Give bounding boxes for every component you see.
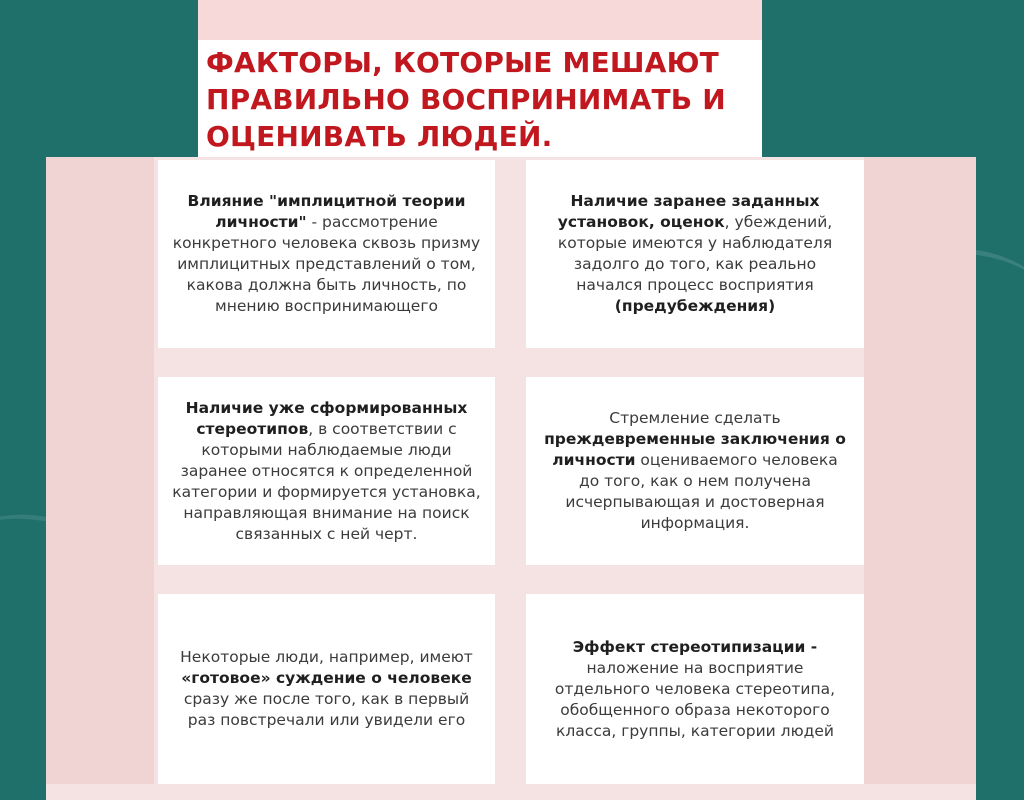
factor-card-premature-conclusions [526, 377, 864, 565]
factor-emphasis: Эффект стереотипизации - [572, 637, 818, 656]
title-card [198, 0, 762, 160]
factor-card-preset-attitudes [526, 160, 864, 348]
factor-text [540, 191, 850, 317]
factor-card-ready-judgment [158, 594, 495, 784]
factor-body: оцениваемого человека до того, как о нем получена исчерпывающая и достоверная информация. [565, 451, 838, 532]
factor-emphasis: преждевременные заключения о личности [544, 430, 846, 469]
factor-emphasis: Влияние "имплицитной теории личности" [187, 192, 466, 231]
title-band [198, 0, 762, 40]
factor-card-stereotyping-effect [526, 594, 864, 784]
factor-intro: Стремление сделать [609, 409, 781, 427]
factor-text [540, 408, 850, 534]
factor-emphasis-secondary: (предубеждения) [614, 297, 776, 315]
factor-emphasis: «готовое» суждение о человеке [181, 669, 472, 687]
factor-emphasis: Наличие заранее заданных установок, оценок [557, 192, 820, 231]
factor-card-implicit-theory [158, 160, 495, 348]
factor-intro: Некоторые люди, например, имеют [180, 648, 473, 666]
bottom-strip [46, 784, 976, 800]
slide-title: ФАКТОРЫ, КОТОРЫЕ МЕШАЮТ ПРАВИЛЬНО ВОСПРИНИМАТЬ И ОЦЕНИВАТЬ ЛЮДЕЙ. [206, 46, 726, 153]
factor-card-stereotypes [158, 377, 495, 565]
factor-body: сразу же после того, как в первый раз повстречали или увидели его [183, 690, 470, 729]
factor-body: - рассмотрение конкретного человека сквозь призму имплицитных представлений о том, какова должна быть личность, по мнению воспринимающего [172, 213, 481, 315]
factor-body: , убеждений, которые имеются у наблюдателя задолго до того, как реально начался процесс восприятия [557, 213, 833, 294]
factor-text [172, 398, 481, 545]
factor-text [540, 637, 850, 742]
factor-text [172, 191, 481, 317]
factor-body: наложение на восприятие отдельного человека стереотипа, обобщенного образа некоторого класса, группы, категории людей [554, 658, 836, 740]
factor-body: , в соответствии с которыми наблюдаемые люди заранее относятся к определенной категории и формируется установка, направляющая внимание на поиск связанных с ней черт. [172, 419, 481, 543]
factor-emphasis: Наличие уже сформированных стереотипов [185, 398, 468, 438]
factor-text [172, 647, 481, 731]
